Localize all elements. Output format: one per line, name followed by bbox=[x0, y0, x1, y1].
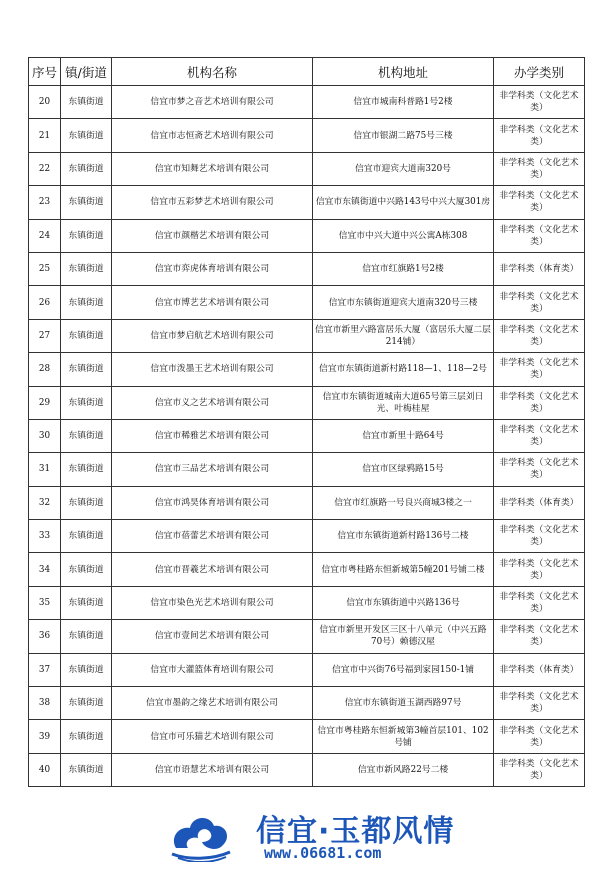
cell-index: 21 bbox=[29, 119, 61, 152]
cell-index: 34 bbox=[29, 553, 61, 586]
cell-index: 37 bbox=[29, 653, 61, 686]
cell-index: 28 bbox=[29, 353, 61, 386]
cell-address: 信宜市新里十路64号 bbox=[313, 419, 494, 452]
cell-name: 信宜市大灌篮体育培训有限公司 bbox=[112, 653, 313, 686]
cell-name: 信宜市义之艺术培训有限公司 bbox=[112, 386, 313, 419]
cell-address: 信宜市粤桂路东恒新城第5幢201号铺二楼 bbox=[313, 553, 494, 586]
logo-url: www.06681.com bbox=[264, 844, 382, 862]
cell-district: 东镇街道 bbox=[61, 687, 112, 720]
table-row bbox=[29, 419, 585, 452]
cell-category: 非学科类（文化艺术类） bbox=[494, 553, 585, 586]
cell-index: 33 bbox=[29, 520, 61, 553]
cell-category: 非学科类（文化艺术类） bbox=[494, 186, 585, 219]
table-row bbox=[29, 86, 585, 119]
footer-logo bbox=[168, 806, 455, 864]
cell-district: 东镇街道 bbox=[61, 386, 112, 419]
cell-name: 信宜市志恒斋艺术培训有限公司 bbox=[112, 119, 313, 152]
cell-district: 东镇街道 bbox=[61, 319, 112, 352]
cloud-swirl-logo-icon bbox=[168, 808, 234, 862]
cell-index: 38 bbox=[29, 687, 61, 720]
cell-name: 信宜市梦之音艺术培训有限公司 bbox=[112, 86, 313, 119]
cell-category: 非学科类（文化艺术类） bbox=[494, 753, 585, 786]
cell-name: 信宜市博艺艺术培训有限公司 bbox=[112, 286, 313, 319]
cell-address: 信宜市东镇街道新村路136号二楼 bbox=[313, 520, 494, 553]
table-row bbox=[29, 286, 585, 319]
cell-district: 东镇街道 bbox=[61, 453, 112, 486]
cell-address: 信宜市迎宾大道南320号 bbox=[313, 152, 494, 185]
header-name: 机构名称 bbox=[112, 58, 313, 86]
cell-category: 非学科类（文化艺术类） bbox=[494, 286, 585, 319]
cell-district: 东镇街道 bbox=[61, 520, 112, 553]
cell-district: 东镇街道 bbox=[61, 553, 112, 586]
table-row bbox=[29, 620, 585, 653]
cell-district: 东镇街道 bbox=[61, 119, 112, 152]
cell-category: 非学科类（体育类） bbox=[494, 252, 585, 285]
cell-index: 27 bbox=[29, 319, 61, 352]
institution-table bbox=[28, 57, 585, 787]
cell-category: 非学科类（文化艺术类） bbox=[494, 687, 585, 720]
cell-name: 信宜市梦启航艺术培训有限公司 bbox=[112, 319, 313, 352]
cell-name: 信宜市弈虎体育培训有限公司 bbox=[112, 252, 313, 285]
table-row bbox=[29, 152, 585, 185]
table-row bbox=[29, 720, 585, 753]
cell-index: 22 bbox=[29, 152, 61, 185]
cell-name: 信宜市染色光艺术培训有限公司 bbox=[112, 586, 313, 619]
table-row bbox=[29, 353, 585, 386]
cell-name: 信宜市三品艺术培训有限公司 bbox=[112, 453, 313, 486]
table-row bbox=[29, 520, 585, 553]
cell-index: 35 bbox=[29, 586, 61, 619]
cell-district: 东镇街道 bbox=[61, 753, 112, 786]
table-row bbox=[29, 687, 585, 720]
cell-address: 信宜市城南科普路1号2楼 bbox=[313, 86, 494, 119]
cell-name: 信宜市语慧艺术培训有限公司 bbox=[112, 753, 313, 786]
cell-address: 信宜市东镇街道新村路118—1、118—2号 bbox=[313, 353, 494, 386]
cell-address: 信宜市粤桂路东恒新城第3幢首层101、102号铺 bbox=[313, 720, 494, 753]
header-district: 镇/街道 bbox=[61, 58, 112, 86]
table-row bbox=[29, 186, 585, 219]
cell-district: 东镇街道 bbox=[61, 152, 112, 185]
cell-name: 信宜市五彩梦艺术培训有限公司 bbox=[112, 186, 313, 219]
header-index: 序号 bbox=[29, 58, 61, 86]
cell-name: 信宜市壹间艺术培训有限公司 bbox=[112, 620, 313, 653]
table-row bbox=[29, 486, 585, 519]
cell-category: 非学科类（文化艺术类） bbox=[494, 620, 585, 653]
cell-address: 信宜市中兴大道中兴公寓A栋308 bbox=[313, 219, 494, 252]
cell-address: 信宜市红旗路一号良兴商城3楼之一 bbox=[313, 486, 494, 519]
cell-district: 东镇街道 bbox=[61, 252, 112, 285]
cell-address: 信宜市中兴街76号福到家园150-1铺 bbox=[313, 653, 494, 686]
cell-name: 信宜市鸿昊体育培训有限公司 bbox=[112, 486, 313, 519]
cell-category: 非学科类（文化艺术类） bbox=[494, 419, 585, 452]
table-row bbox=[29, 453, 585, 486]
cell-category: 非学科类（体育类） bbox=[494, 653, 585, 686]
cell-district: 东镇街道 bbox=[61, 186, 112, 219]
cell-address: 信宜市东镇街道城南大道65号第三层刘日光、叶梅桂屋 bbox=[313, 386, 494, 419]
cell-address: 信宜市东镇街道中兴路143号中兴大厦301房 bbox=[313, 186, 494, 219]
cell-district: 东镇街道 bbox=[61, 720, 112, 753]
cell-address: 信宜市新里开发区三区十八单元（中兴五路70号）赖德汉屋 bbox=[313, 620, 494, 653]
cell-category: 非学科类（文化艺术类） bbox=[494, 219, 585, 252]
cell-index: 31 bbox=[29, 453, 61, 486]
cell-index: 39 bbox=[29, 720, 61, 753]
cell-name: 信宜市稀雅艺术培训有限公司 bbox=[112, 419, 313, 452]
cell-address: 信宜市东镇街道迎宾大道南320号三楼 bbox=[313, 286, 494, 319]
cell-index: 26 bbox=[29, 286, 61, 319]
cell-address: 信宜市东镇街道玉湖西路97号 bbox=[313, 687, 494, 720]
cell-address: 信宜市区绿鸦路15号 bbox=[313, 453, 494, 486]
cell-index: 32 bbox=[29, 486, 61, 519]
cell-address: 信宜市银湖二路75号三楼 bbox=[313, 119, 494, 152]
cell-address: 信宜市东镇街道中兴路136号 bbox=[313, 586, 494, 619]
cell-district: 东镇街道 bbox=[61, 486, 112, 519]
cell-index: 29 bbox=[29, 386, 61, 419]
cell-address: 信宜市新风路22号二楼 bbox=[313, 753, 494, 786]
table-row bbox=[29, 653, 585, 686]
cell-category: 非学科类（文化艺术类） bbox=[494, 720, 585, 753]
cell-district: 东镇街道 bbox=[61, 653, 112, 686]
cell-district: 东镇街道 bbox=[61, 419, 112, 452]
table-row bbox=[29, 386, 585, 419]
cell-address: 信宜市红旗路1号2楼 bbox=[313, 252, 494, 285]
cell-index: 25 bbox=[29, 252, 61, 285]
cell-name: 信宜市可乐猫艺术培训有限公司 bbox=[112, 720, 313, 753]
cell-name: 信宜市知舞艺术培训有限公司 bbox=[112, 152, 313, 185]
cell-category: 非学科类（文化艺术类） bbox=[494, 152, 585, 185]
cell-category: 非学科类（体育类） bbox=[494, 486, 585, 519]
cell-name: 信宜市晋羲艺术培训有限公司 bbox=[112, 553, 313, 586]
table-header-row bbox=[29, 58, 585, 86]
cell-category: 非学科类（文化艺术类） bbox=[494, 386, 585, 419]
table-row bbox=[29, 252, 585, 285]
cell-category: 非学科类（文化艺术类） bbox=[494, 119, 585, 152]
table-row bbox=[29, 553, 585, 586]
cell-category: 非学科类（文化艺术类） bbox=[494, 453, 585, 486]
cell-index: 30 bbox=[29, 419, 61, 452]
cell-name: 信宜市墨韵之缘艺术培训有限公司 bbox=[112, 687, 313, 720]
header-category: 办学类别 bbox=[494, 58, 585, 86]
cell-category: 非学科类（文化艺术类） bbox=[494, 86, 585, 119]
table-row bbox=[29, 119, 585, 152]
cell-district: 东镇街道 bbox=[61, 620, 112, 653]
cell-name: 信宜市泼墨王艺术培训有限公司 bbox=[112, 353, 313, 386]
cell-category: 非学科类（文化艺术类） bbox=[494, 586, 585, 619]
cell-index: 23 bbox=[29, 186, 61, 219]
cell-district: 东镇街道 bbox=[61, 86, 112, 119]
cell-address: 信宜市新里六路富居乐大厦（富居乐大厦二层214铺） bbox=[313, 319, 494, 352]
cell-index: 36 bbox=[29, 620, 61, 653]
cell-district: 东镇街道 bbox=[61, 286, 112, 319]
cell-index: 20 bbox=[29, 86, 61, 119]
cell-district: 东镇街道 bbox=[61, 353, 112, 386]
cell-category: 非学科类（文化艺术类） bbox=[494, 520, 585, 553]
cell-category: 非学科类（文化艺术类） bbox=[494, 353, 585, 386]
cell-index: 40 bbox=[29, 753, 61, 786]
cell-district: 东镇街道 bbox=[61, 586, 112, 619]
cell-name: 信宜市颜楷艺术培训有限公司 bbox=[112, 219, 313, 252]
cell-index: 24 bbox=[29, 219, 61, 252]
table-row bbox=[29, 219, 585, 252]
cell-district: 东镇街道 bbox=[61, 219, 112, 252]
table-row bbox=[29, 319, 585, 352]
table-row bbox=[29, 753, 585, 786]
cell-name: 信宜市蓓蕾艺术培训有限公司 bbox=[112, 520, 313, 553]
table-row bbox=[29, 586, 585, 619]
header-address: 机构地址 bbox=[313, 58, 494, 86]
logo-title: 信宜·玉都风情 bbox=[256, 814, 455, 849]
cell-category: 非学科类（文化艺术类） bbox=[494, 319, 585, 352]
